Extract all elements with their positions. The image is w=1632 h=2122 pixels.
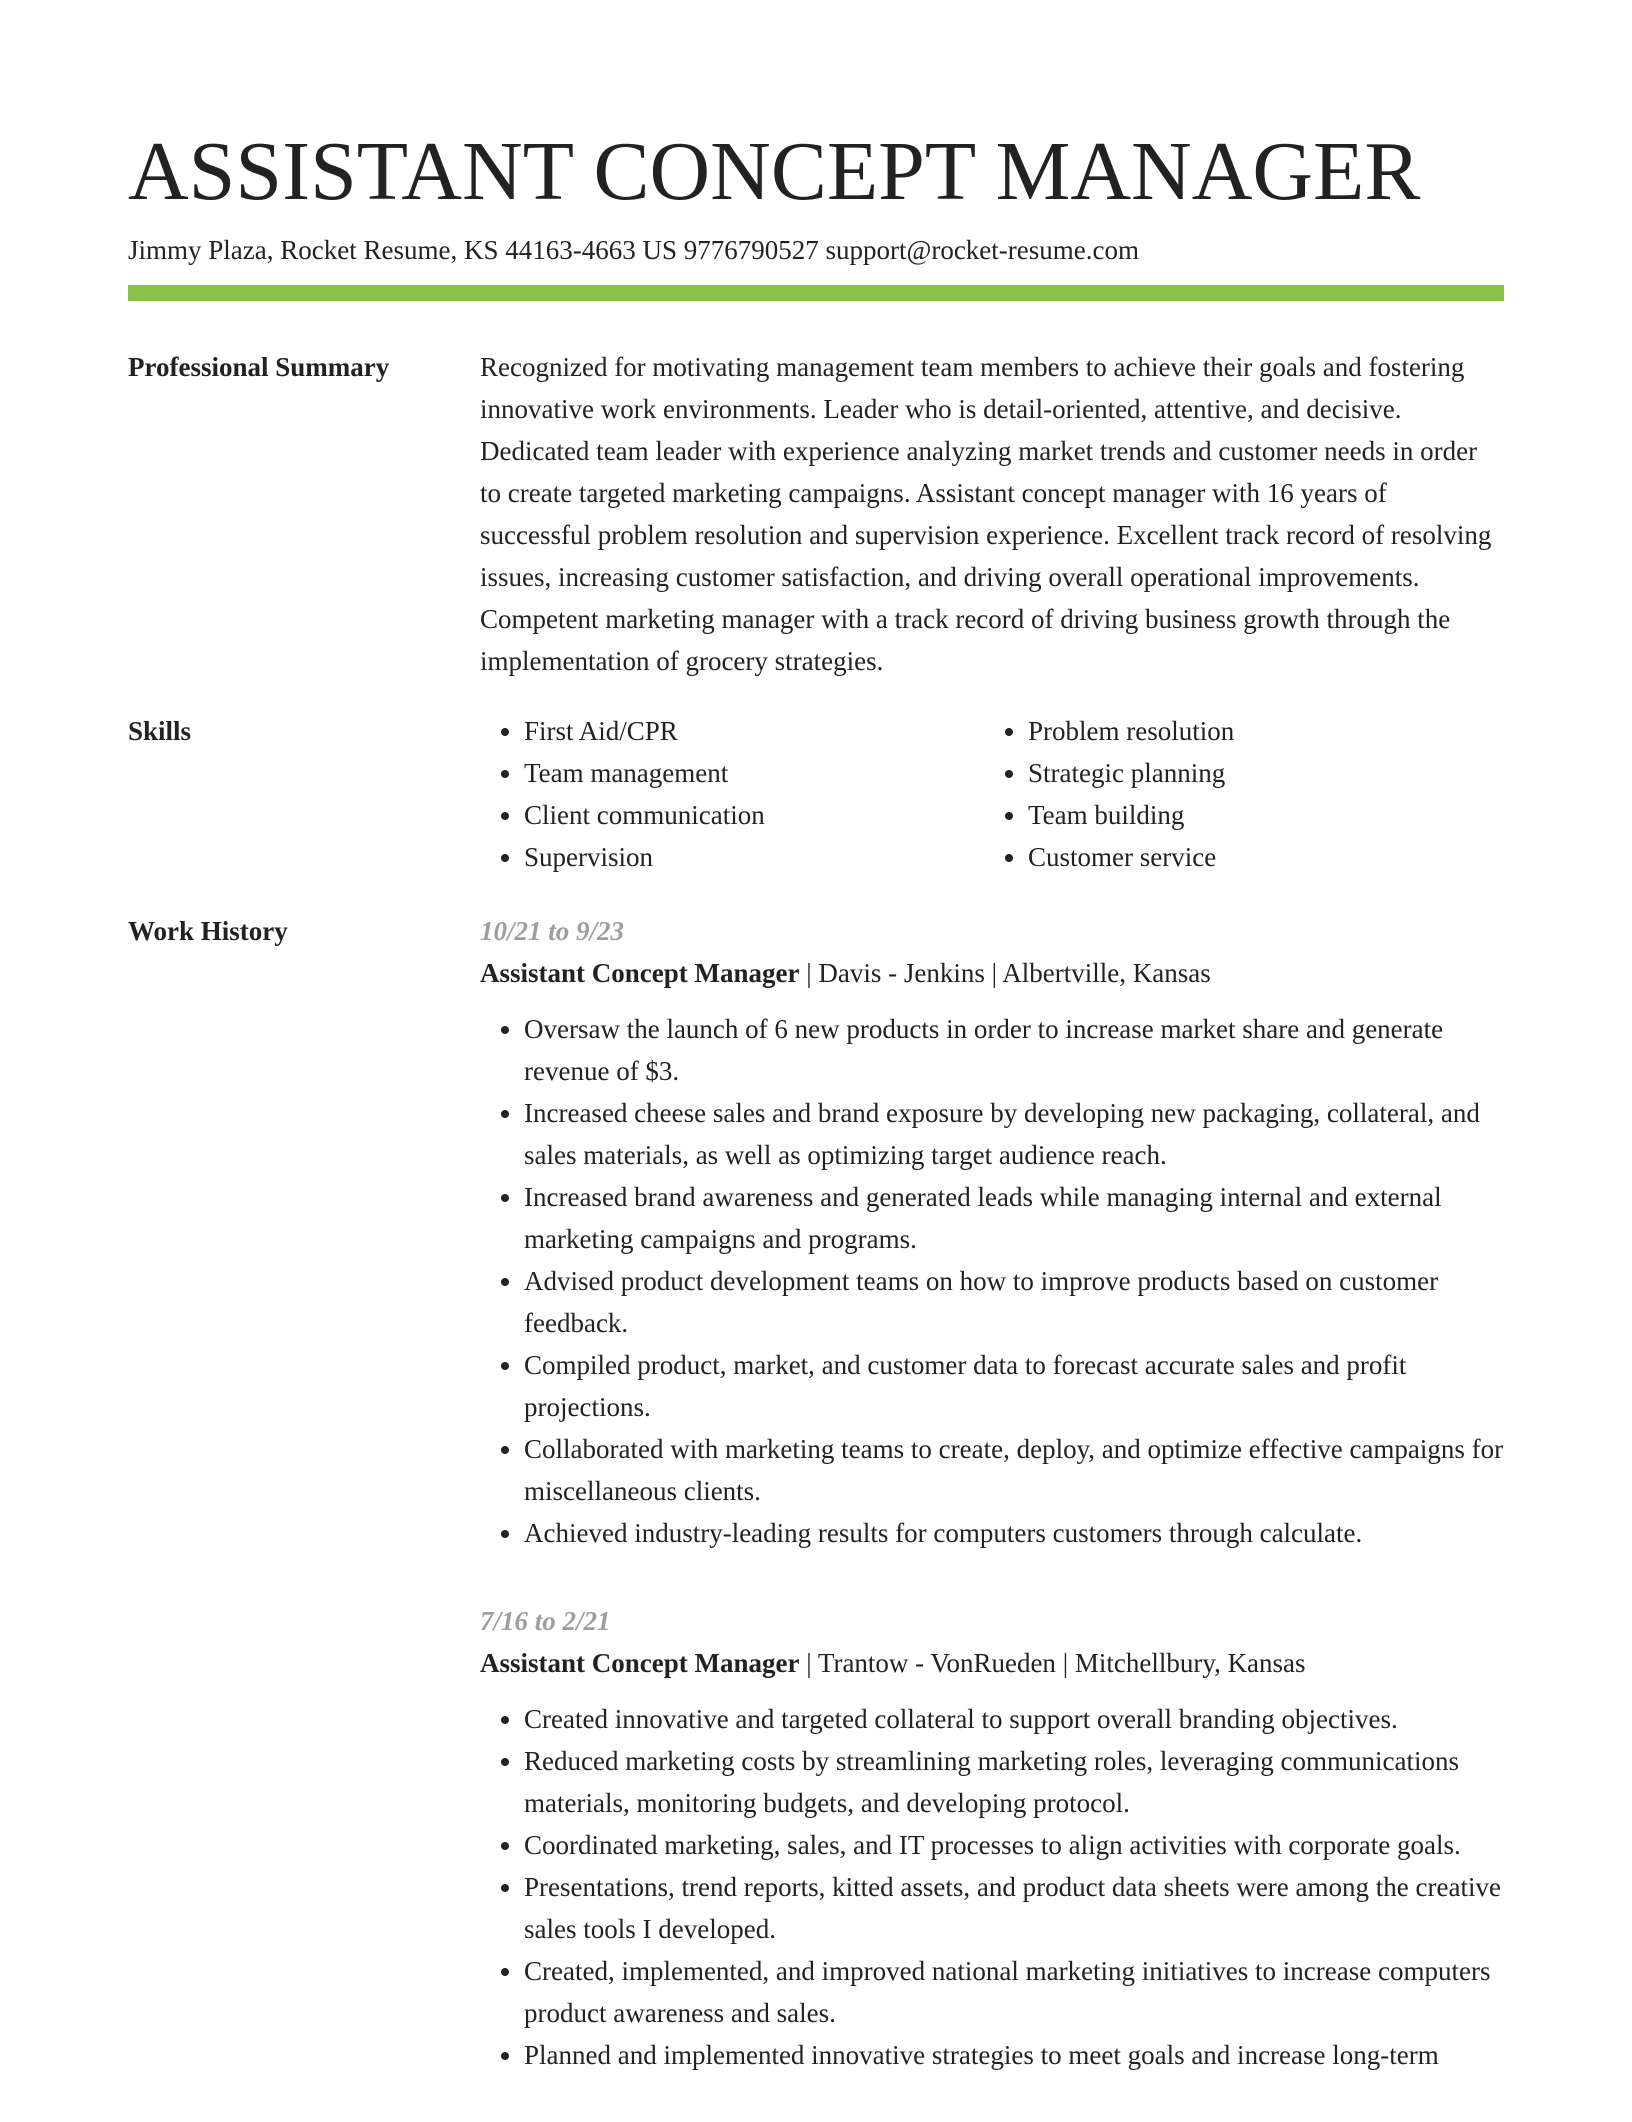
job-heading: Assistant Concept Manager | Trantow - VonRueden | Mitchellbury, Kansas <box>480 1648 1306 1678</box>
job-bullet: • Achieved industry-leading results for computers customers through calculate. <box>524 1512 1504 1554</box>
skill-item: • Problem resolution <box>1028 710 1488 752</box>
contact-phone: 9776790527 <box>683 235 819 265</box>
skill-item: • Customer service <box>1028 836 1488 878</box>
skill-item: • First Aid/CPR <box>524 710 984 752</box>
job-bullet: • Oversaw the launch of 6 new products in order to increase market share and generate revenue of $3. <box>524 1008 1504 1092</box>
section-label-skills: Skills <box>128 716 192 746</box>
skill-item: • Supervision <box>524 836 984 878</box>
summary-body <box>480 346 1504 682</box>
job-location: Albertville, Kansas <box>1002 958 1211 988</box>
job-title: Assistant Concept Manager <box>480 1648 800 1678</box>
contact-line <box>128 232 1139 268</box>
job-bullet: • Created innovative and targeted collateral to support overall branding objectives. <box>524 1698 1504 1740</box>
work-body <box>480 910 1504 2122</box>
job-bullet: • Planned and implemented innovative strategies to meet goals and increase long-term <box>524 2034 1504 2076</box>
contact-address: Jimmy Plaza, Rocket Resume, KS 44163-4663 US <box>128 235 677 265</box>
job-bullets <box>480 1008 1504 1554</box>
contact-email: support@rocket-resume.com <box>825 235 1139 265</box>
section-label-work: Work History <box>128 916 288 946</box>
skill-item: • Strategic planning <box>1028 752 1488 794</box>
resume-title: ASSISTANT CONCEPT MANAGER <box>128 125 1421 218</box>
job-bullet: • Presentations, trend reports, kitted assets, and product data sheets were among the creative sales tools I developed. <box>524 1866 1504 1950</box>
job-bullet: • Increased brand awareness and generated leads while managing internal and external marketing campaigns and programs. <box>524 1176 1504 1260</box>
skills-grid <box>480 710 1504 878</box>
summary-text: Recognized for motivating management team members to achieve their goals and fostering innovative work environments. Leader who is detail-oriented, attentive, and decisive. Dedicated team leader with experience analyzing market trends and customer needs in order to create targeted marketing campaigns. Assistant concept manager with 16 years of successful problem resolution and supervision experience. Excellent track record of resolving issues, increasing customer satisfaction, and driving overall operational improvements. Competent marketing manager with a track record of driving business growth through the implementation of grocery strategies. <box>480 352 1492 676</box>
job-company: Davis - Jenkins <box>818 958 985 988</box>
job-heading: Assistant Concept Manager | Davis - Jenkins | Albertville, Kansas <box>480 958 1211 988</box>
job-bullet: • Increased cheese sales and brand exposure by developing new packaging, collateral, and sales materials, as well as optimizing target audience reach. <box>524 1092 1504 1176</box>
skills-column-left <box>480 710 984 878</box>
job-location: Mitchellbury, Kansas <box>1074 1648 1306 1678</box>
section-label-summary: Professional Summary <box>128 352 390 382</box>
job-bullet: • Coordinated marketing, sales, and IT processes to align activities with corporate goals. <box>524 1824 1504 1866</box>
job-entry <box>480 1600 1504 2076</box>
job-bullet: • Advised product development teams on how to improve products based on customer feedback. <box>524 1260 1504 1344</box>
job-entry <box>480 910 1504 1554</box>
job-bullet: • Compiled product, market, and customer data to forecast accurate sales and profit projections. <box>524 1344 1504 1428</box>
job-bullet: • Collaborated with marketing teams to create, deploy, and optimize effective campaigns for miscellaneous clients. <box>524 1428 1504 1512</box>
job-title: Assistant Concept Manager <box>480 958 800 988</box>
job-bullet: • Reduced marketing costs by streamlining marketing roles, leveraging communications materials, monitoring budgets, and developing protocol. <box>524 1740 1504 1824</box>
job-dates: 10/21 to 9/23 <box>480 916 625 946</box>
job-company: Trantow - VonRueden <box>817 1648 1056 1678</box>
skills-body <box>480 710 1504 878</box>
job-dates: 7/16 to 2/21 <box>480 1606 611 1636</box>
job-bullet: • Created, implemented, and improved national marketing initiatives to increase computers product awareness and sales. <box>524 1950 1504 2034</box>
skills-column-right <box>984 710 1488 878</box>
skill-item: • Client communication <box>524 794 984 836</box>
job-bullets <box>480 1698 1504 2076</box>
skill-item: • Team building <box>1028 794 1488 836</box>
skill-item: • Team management <box>524 752 984 794</box>
header-divider <box>128 285 1504 301</box>
